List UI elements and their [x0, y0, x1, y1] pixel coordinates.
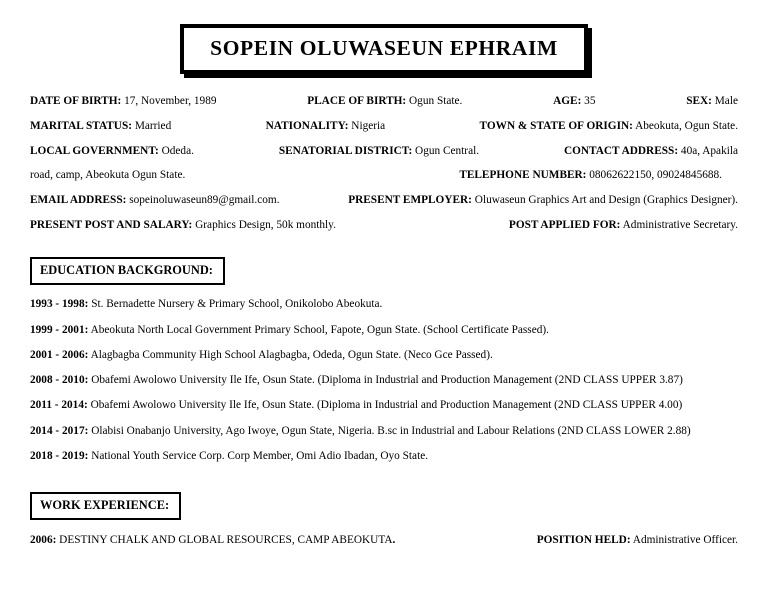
- field-label: MARITAL STATUS:: [30, 119, 133, 132]
- education-detail: Obafemi Awolowo University Ile Ife, Osun State. (Diploma in Industrial and Production Management (2ND CLASS UPPER 3.87): [88, 374, 683, 387]
- bio-field-contact-address: [564, 146, 738, 157]
- bio-field-telephone-number: [459, 170, 722, 181]
- field-value: Administrative Secretary.: [620, 218, 738, 231]
- field-value: Married: [132, 119, 172, 132]
- work-position-held: [537, 535, 738, 546]
- bio-field-senatorial-district: [279, 146, 479, 157]
- field-label: NATIONALITY:: [265, 119, 349, 132]
- work-employer-name: DESTINY CHALK AND GLOBAL RESOURCES, CAMP ABEOKUTA: [56, 534, 393, 547]
- work-experience-list: [0, 535, 768, 546]
- education-detail: Olabisi Onabanjo University, Ago Iwoye, Ogun State, Nigeria. B.sc in Industrial and Labour Relations (2ND CLASS LOWER 2.88): [88, 424, 691, 437]
- field-value: Administrative Officer.: [630, 534, 738, 547]
- education-years: 2008 - 2010:: [30, 374, 89, 387]
- bio-row: [30, 170, 738, 181]
- field-label: LOCAL GOVERNMENT:: [30, 144, 159, 157]
- education-years: 2001 - 2006:: [30, 348, 89, 361]
- field-value: 17, November, 1989: [121, 95, 217, 107]
- bio-field-post-applied-for: [509, 220, 738, 231]
- field-label: EMAIL ADDRESS:: [30, 194, 127, 207]
- education-detail: St. Bernadette Nursery & Primary School, Onikolobo Abeokuta.: [88, 298, 383, 311]
- field-label: PRESENT POST AND SALARY:: [30, 218, 193, 231]
- field-label: DATE OF BIRTH:: [30, 95, 122, 107]
- education-heading: EDUCATION BACKGROUND:: [30, 257, 225, 285]
- education-years: 1999 - 2001:: [30, 323, 89, 336]
- list-item: [30, 325, 738, 336]
- bio-row: [30, 96, 738, 107]
- bio-row: [30, 195, 738, 206]
- education-detail: Alagbagba Community High School Alagbagba, Odeda, Ogun State. (Neco Gce Passed).: [88, 348, 493, 361]
- field-label: TELEPHONE NUMBER:: [459, 169, 587, 182]
- field-label: SEX:: [686, 95, 712, 107]
- field-value: sopeinoluwaseun89@gmail.com.: [126, 194, 280, 207]
- field-label: AGE:: [553, 95, 582, 107]
- work-experience-section: [0, 492, 768, 546]
- field-value: Ogun Central.: [412, 144, 480, 157]
- bio-row: [30, 146, 738, 157]
- bio-field-date-of-birth: [30, 96, 217, 107]
- field-label: POSITION HELD:: [536, 534, 631, 547]
- list-item: [30, 350, 738, 361]
- field-label: SENATORIAL DISTRICT:: [278, 144, 413, 157]
- education-years: 2018 - 2019:: [30, 450, 89, 463]
- field-value: Odeda.: [158, 144, 194, 157]
- field-value: 40a, Apakila: [678, 144, 739, 157]
- work-experience-heading: WORK EXPERIENCE:: [30, 492, 181, 520]
- bio-row: [30, 220, 738, 231]
- field-value: Male: [711, 95, 738, 107]
- field-label: TOWN & STATE OF ORIGIN:: [479, 119, 633, 132]
- list-item: [30, 451, 738, 462]
- education-years: 1993 - 1998:: [30, 298, 89, 311]
- field-value: Ogun State.: [406, 95, 463, 107]
- bio-field-sex: [686, 96, 738, 107]
- bio-field-nationality: [266, 121, 386, 132]
- bio-field-town-state-of-origin: [480, 121, 738, 132]
- field-value: road, camp, Abeokuta Ogun State.: [30, 169, 186, 182]
- field-value: Abeokuta, Ogun State.: [632, 119, 739, 132]
- list-item: [30, 375, 738, 386]
- field-label: PLACE OF BIRTH:: [307, 95, 407, 107]
- bio-field-contact-address-continued: [30, 170, 185, 181]
- title-container: [0, 0, 768, 74]
- bio-field-age: [553, 96, 595, 107]
- field-value: Oluwaseun Graphics Art and Design (Graphics Designer).: [471, 194, 738, 207]
- field-value: 35: [581, 95, 596, 107]
- education-years: 2011 - 2014:: [30, 399, 88, 412]
- work-employer-punctuation: .: [392, 534, 396, 547]
- education-detail: National Youth Service Corp. Corp Member, Omi Adio Ibadan, Oyo State.: [88, 450, 429, 463]
- field-value: Nigeria: [348, 119, 386, 132]
- field-value: 08062622150, 09024845688.: [586, 169, 722, 182]
- bio-field-present-post-and-salary: [30, 220, 336, 231]
- title-box: [180, 24, 588, 74]
- page-title: SOPEIN OLUWASEUN EPHRAIM: [210, 36, 558, 60]
- education-section: [0, 257, 768, 462]
- list-item: [30, 400, 738, 411]
- bio-section: [0, 96, 768, 231]
- work-year: 2006:: [30, 534, 57, 547]
- education-detail: Obafemi Awolowo University Ile Ife, Osun State. (Diploma in Industrial and Production Management (2ND CLASS UPPER 4.00): [87, 399, 683, 412]
- list-item: [30, 535, 738, 546]
- field-label: POST APPLIED FOR:: [508, 218, 621, 231]
- bio-field-local-government: [30, 146, 194, 157]
- field-value: Graphics Design, 50k monthly.: [192, 218, 336, 231]
- education-years: 2014 - 2017:: [30, 424, 89, 437]
- education-list: [0, 299, 768, 462]
- list-item: [30, 299, 738, 310]
- field-label: PRESENT EMPLOYER:: [348, 194, 472, 207]
- bio-field-email-address: [30, 195, 280, 206]
- list-item: [30, 426, 738, 437]
- field-label: CONTACT ADDRESS:: [563, 144, 679, 157]
- education-detail: Abeokuta North Local Government Primary School, Fapote, Ogun State. (School Certificate Passed).: [88, 323, 549, 336]
- bio-row: [30, 121, 738, 132]
- bio-field-marital-status: [30, 121, 171, 132]
- bio-field-present-employer: [348, 195, 738, 206]
- work-employer: [30, 535, 395, 546]
- bio-field-place-of-birth: [307, 96, 462, 107]
